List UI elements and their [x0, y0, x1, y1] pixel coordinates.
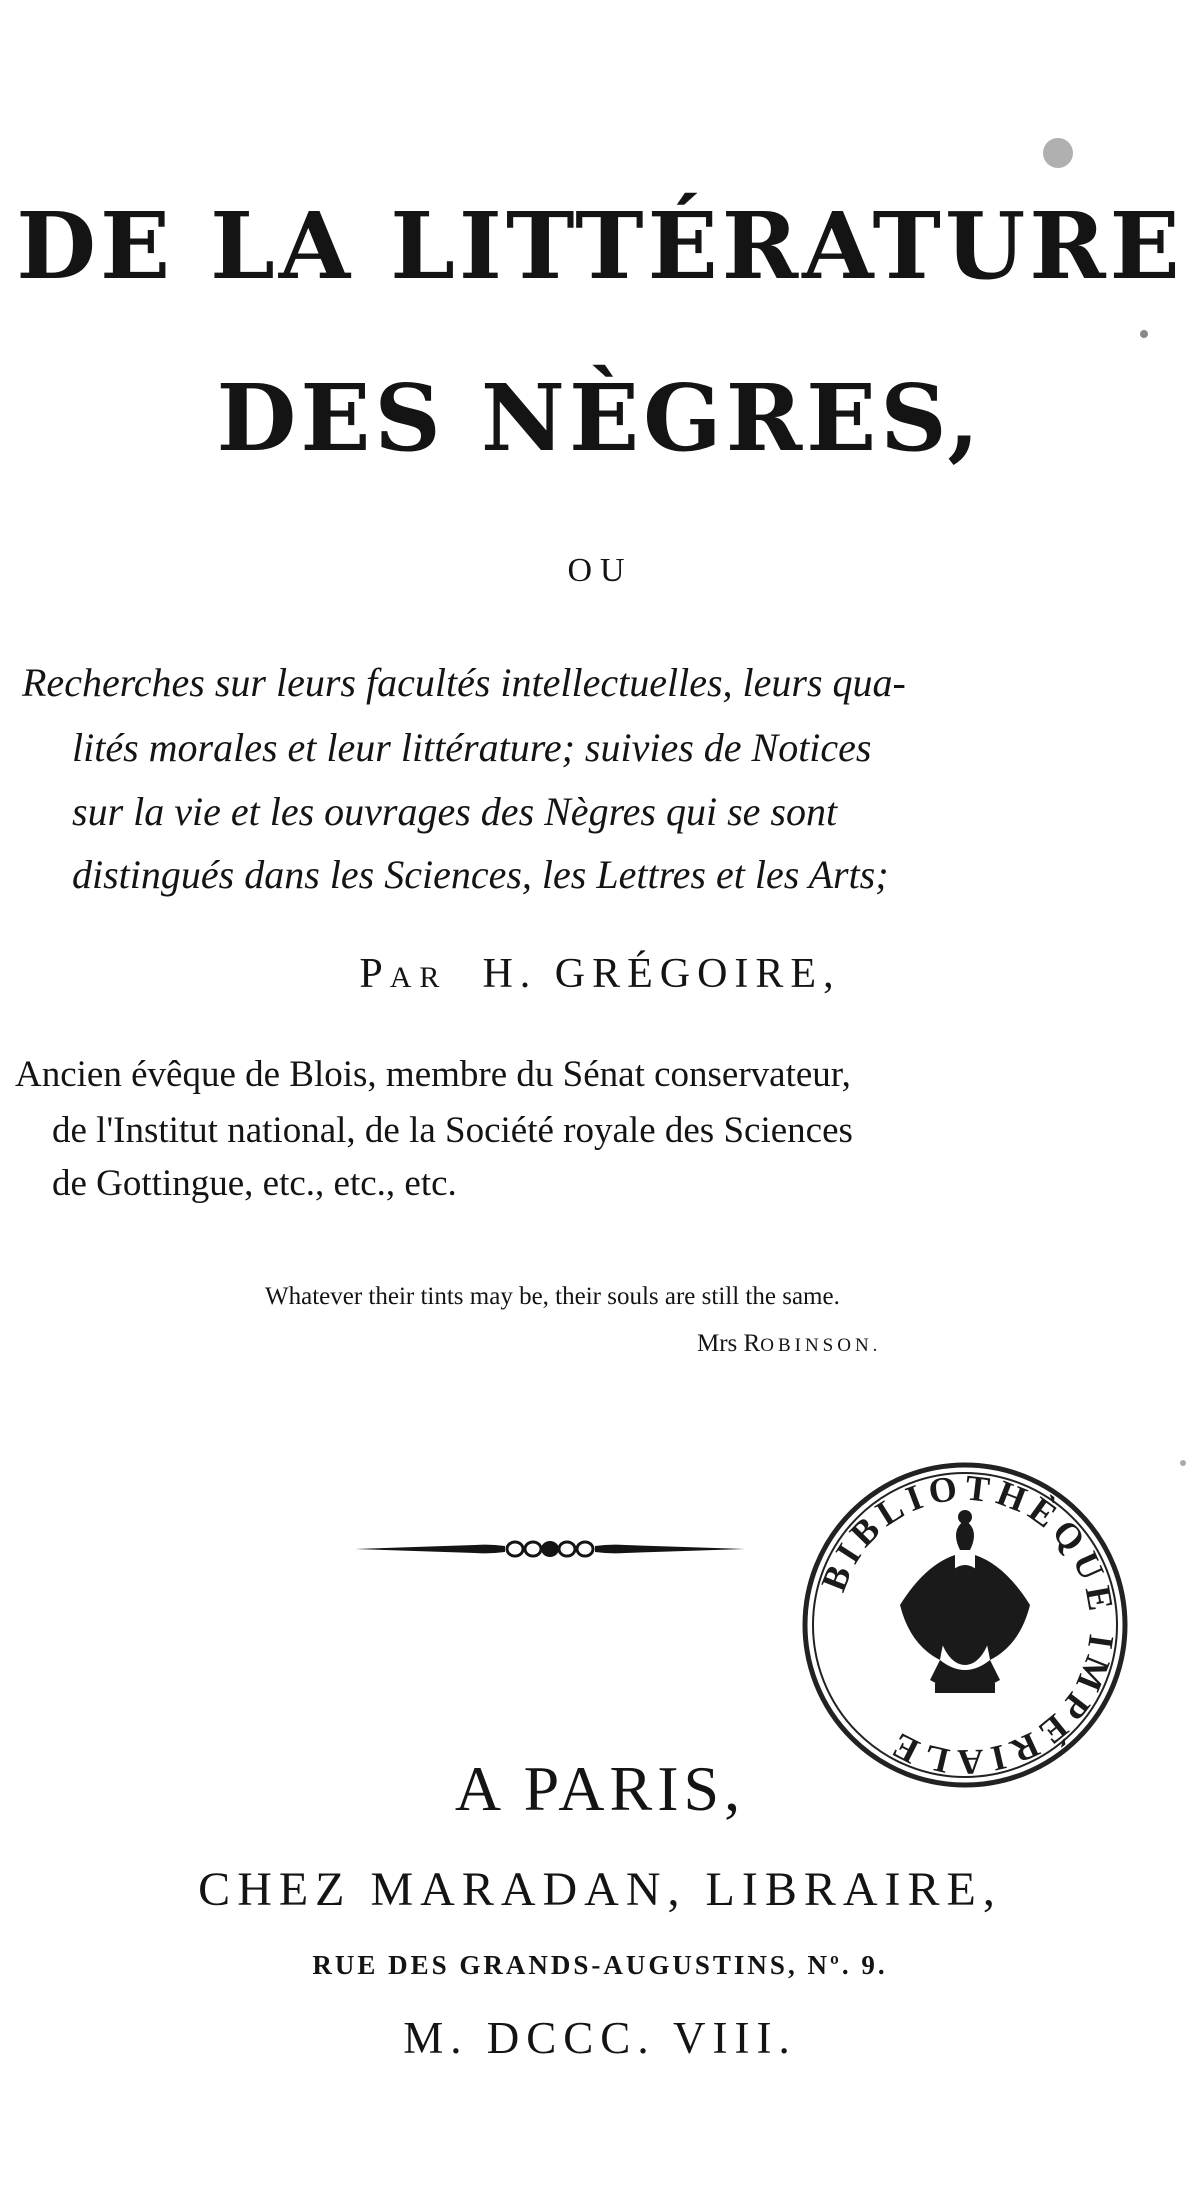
subtitle-line-4: distingués dans les Sciences, les Lettres et les Arts; — [72, 852, 889, 897]
qualifications-line-3: de Gottingue, etc., etc., etc. — [52, 1163, 457, 1204]
connector-ou: OU — [567, 552, 633, 589]
author-par-rest: AR — [389, 961, 448, 994]
subtitle-line-3: sur la vie et les ouvrages des Nègres qui se sont — [72, 789, 838, 834]
paper-speck — [1140, 330, 1148, 338]
subtitle-line-2: lités morales et leur littérature; suivies de Notices — [72, 725, 872, 770]
library-stamp — [795, 1455, 1135, 1795]
title-line-2: DES NÈGRES, — [216, 364, 984, 472]
imprint-year: M. DCCC. VIII. — [403, 2013, 797, 2063]
imprint-publisher: CHEZ MARADAN, LIBRAIRE, — [198, 1863, 1002, 1916]
author-par-initial: P — [359, 951, 390, 997]
qualifications-line-1: Ancien évêque de Blois, membre du Sénat conservateur, — [15, 1054, 851, 1095]
subtitle-line-1: Recherches sur leurs facultés intellectuelles, leurs qua- — [22, 660, 906, 705]
imprint-street: RUE DES GRANDS-AUGUSTINS, Nº. 9. — [312, 1950, 888, 1980]
paper-speck — [1180, 1460, 1186, 1466]
paper-speck — [1043, 138, 1073, 168]
author-line — [0, 950, 1200, 998]
title-line-1: DE LA LITTÉRATURE — [16, 192, 1184, 300]
ornament-rule — [355, 1534, 745, 1564]
eagle-icon — [900, 1510, 1030, 1693]
author-name: H. GRÉGOIRE, — [482, 951, 841, 997]
imprint-city: A PARIS, — [454, 1753, 746, 1824]
epigraph-author-rest: OBINSON. — [760, 1335, 882, 1356]
epigraph-author — [697, 1330, 881, 1358]
stamp-text: BIBLIOTHÈQUE IMPÉRIALE — [813, 1467, 1123, 1783]
epigraph-quote: Whatever their tints may be, their souls are still the same. — [265, 1283, 840, 1310]
epigraph-author-prefix: Mrs — [697, 1330, 738, 1357]
qualifications-line-2: de l'Institut national, de la Société royale des Sciences — [52, 1110, 853, 1151]
epigraph-author-initial: R — [743, 1330, 761, 1357]
